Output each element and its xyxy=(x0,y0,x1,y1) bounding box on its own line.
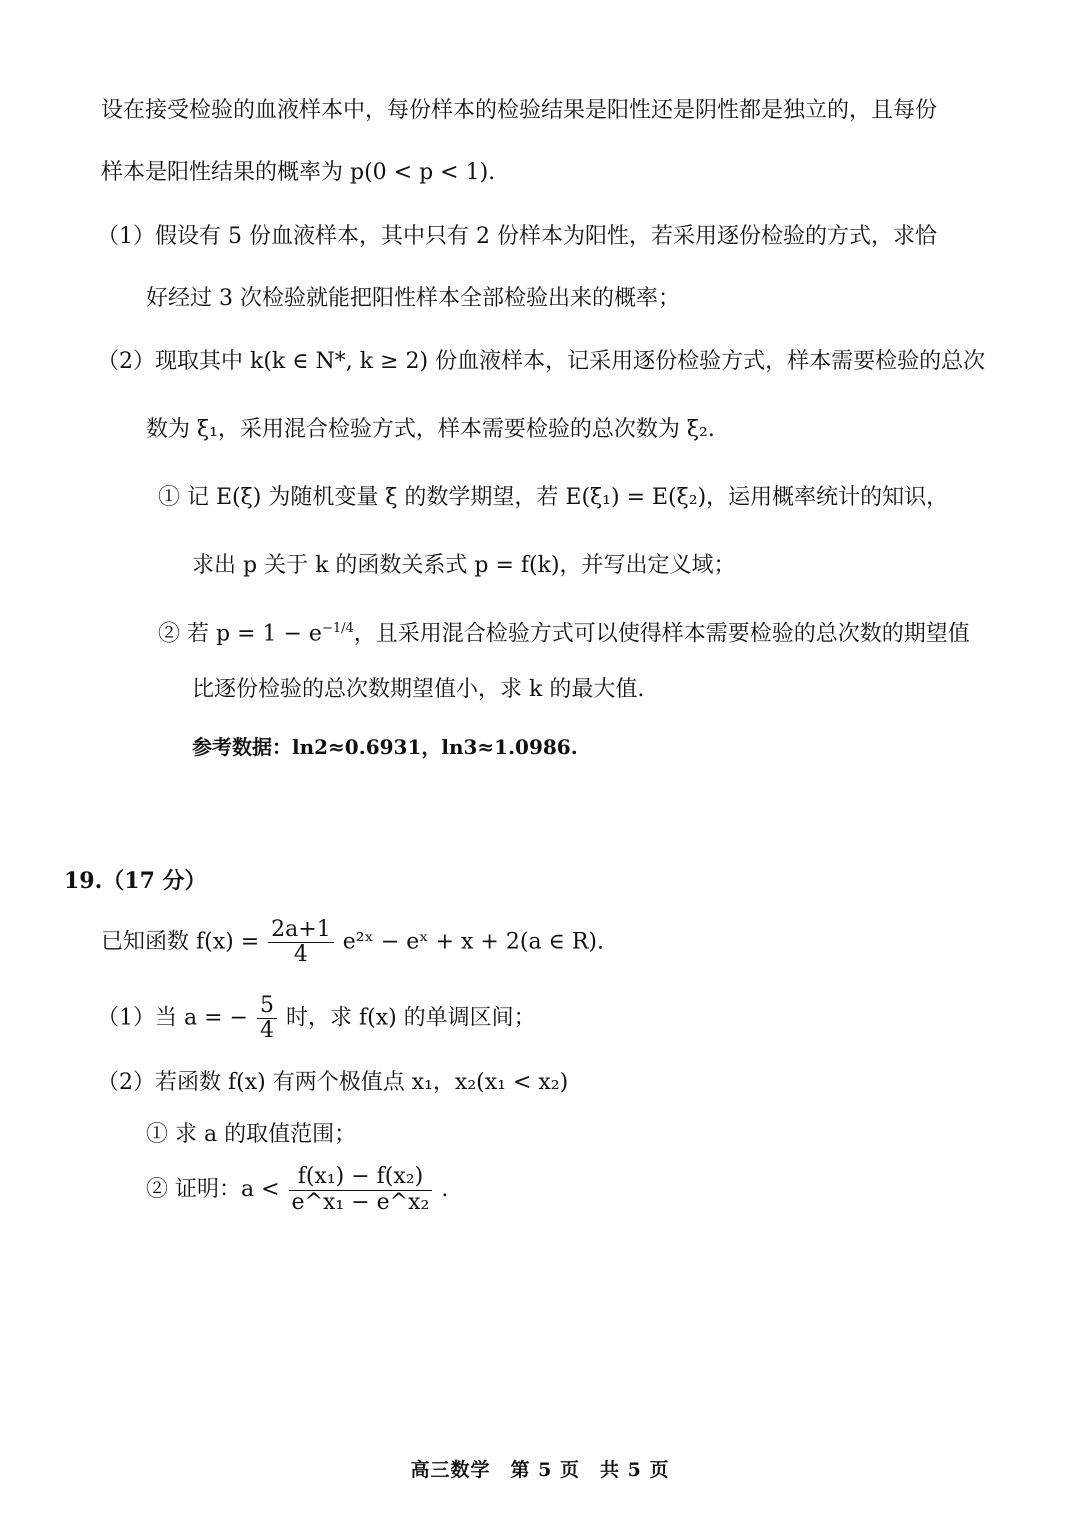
problem18-line1: 设在接受检验的血液样本中，每份样本的检验结果是阳性还是阴性都是独立的，且每份 xyxy=(101,98,938,123)
given-denominator: 4 xyxy=(293,942,308,968)
problem18-sub2-line1 xyxy=(158,614,970,649)
part1-suffix: 时，求 f(x) 的单调区间； xyxy=(285,1005,536,1031)
sub2-fraction xyxy=(289,1165,433,1214)
part1-prefix: （1）当 a = − xyxy=(97,1005,248,1031)
part1-denominator: 4 xyxy=(259,1018,274,1044)
part1-numerator: 5 xyxy=(257,994,277,1019)
given-numerator: 2a+1 xyxy=(268,918,334,943)
problem18-sub1-line2: 求出 p 关于 k 的函数关系式 p = f(k)，并写出定义域； xyxy=(192,553,736,578)
problem18-sub1-line1: ① 记 E(ξ) 为随机变量 ξ 的数学期望，若 E(ξ₁) = E(ξ₂)，运用概率统计的知识， xyxy=(158,485,949,510)
problem19-header: 19.（17 分） xyxy=(64,868,207,894)
given-suffix: e²ˣ − eˣ + x + 2(a ∈ R). xyxy=(342,929,604,955)
problem19-sub1: ① 求 a 的取值范围； xyxy=(146,1122,357,1147)
problem19-given xyxy=(101,918,604,967)
problem18-part1-line2: 好经过 3 次检验就能把阳性样本全部检验出来的概率； xyxy=(146,286,680,311)
given-prefix: 已知函数 f(x) = xyxy=(101,929,260,955)
sub2-denominator: e^x₁ − e^x₂ xyxy=(291,1189,430,1215)
sub2-exponent: −1/4 xyxy=(321,621,354,636)
problem19-part2: （2）若函数 f(x) 有两个极值点 x₁，x₂(x₁ < x₂) xyxy=(97,1070,569,1095)
problem18-part2-line2: 数为 ξ₁，采用混合检验方式，样本需要检验的总次数为 ξ₂. xyxy=(146,417,715,442)
sub2-numerator: f(x₁) − f(x₂) xyxy=(289,1165,433,1190)
page-footer: 高三数学 第 5 页 共 5 页 xyxy=(410,1459,670,1481)
sub2-prefix: ② 若 p = 1 − e xyxy=(158,621,322,647)
reference-data: 参考数据：ln2≈0.6931，ln3≈1.0986. xyxy=(192,735,578,759)
problem18-part2-line1: （2）现取其中 k(k ∈ N*, k ≥ 2) 份血液样本，记采用逐份检验方式，样本需要检验的总次 xyxy=(97,349,986,374)
given-fraction xyxy=(268,918,334,967)
part1-fraction xyxy=(257,994,277,1043)
sub2-prefix: ② 证明：a < xyxy=(146,1177,280,1202)
problem19-part1 xyxy=(97,994,536,1043)
problem19-sub2 xyxy=(146,1164,448,1216)
problem18-sub2-line2: 比逐份检验的总次数期望值小，求 k 的最大值. xyxy=(192,677,645,702)
sub2-suffix: . xyxy=(441,1177,449,1202)
problem18-line2: 样本是阳性结果的概率为 p(0 < p < 1). xyxy=(101,160,496,185)
problem18-part1-line1: （1）假设有 5 份血液样本，其中只有 2 份样本为阳性，若采用逐份检验的方式，求恰 xyxy=(97,224,937,249)
sub2-suffix: ，且采用混合检验方式可以使得样本需要检验的总次数的期望值 xyxy=(353,621,970,647)
